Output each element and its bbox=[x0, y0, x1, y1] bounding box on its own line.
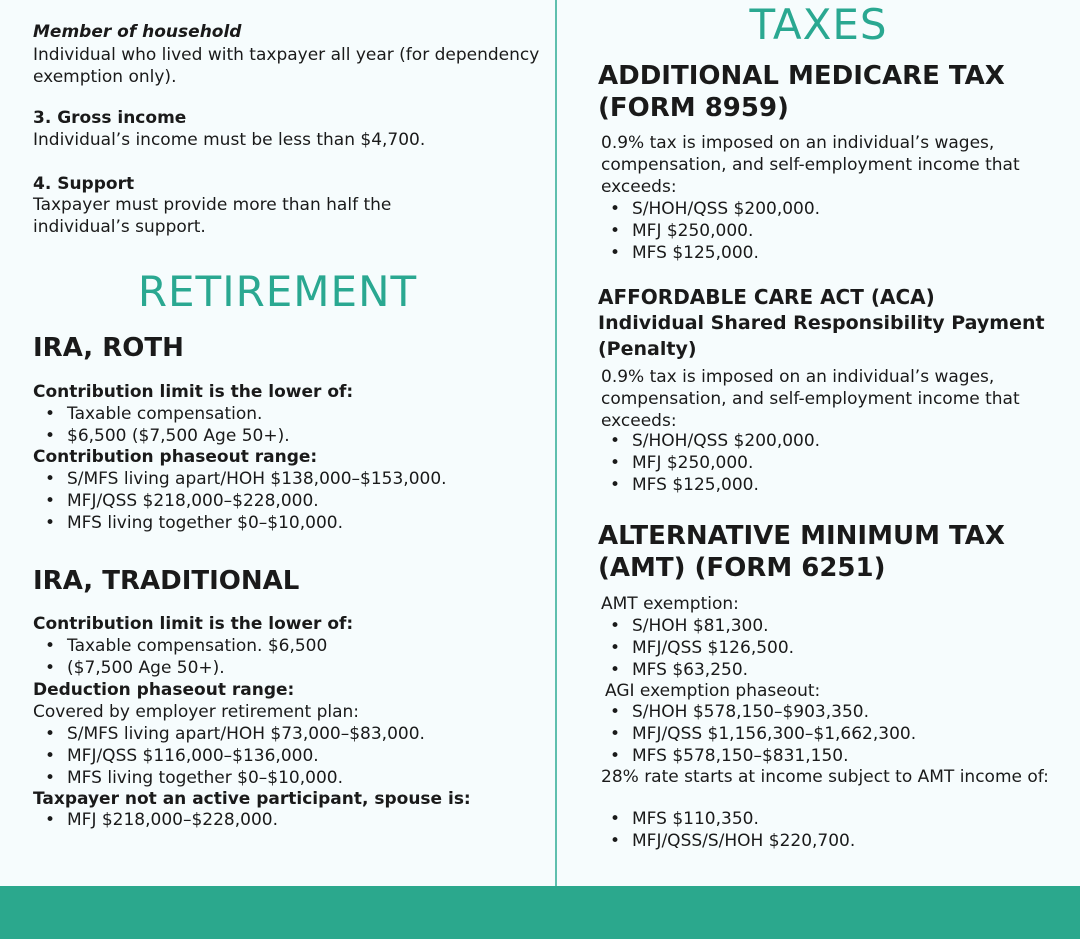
covered-by-employer-text: Covered by employer retirement plan: bbox=[33, 702, 359, 722]
list-item: • S/MFS living apart/HOH $138,000–$153,000. bbox=[33, 468, 543, 490]
list-item: • MFJ/QSS $1,156,300–$1,662,300. bbox=[598, 723, 1076, 745]
ira-roth-heading: IRA, ROTH bbox=[33, 333, 184, 363]
spouse-participant-label: Taxpayer not an active participant, spouse is: bbox=[33, 789, 471, 809]
list-item: • Taxable compensation. bbox=[33, 403, 543, 425]
medicare-list bbox=[598, 198, 1076, 264]
list-item: • MFJ/QSS/S/HOH $220,700. bbox=[598, 830, 1076, 852]
list-item: • MFJ/QSS $218,000–$228,000. bbox=[33, 490, 543, 512]
spouse-list bbox=[33, 809, 543, 831]
list-item: • MFS $110,350. bbox=[598, 808, 1076, 830]
amt-rate-text: 28% rate starts at income subject to AMT income of: bbox=[601, 767, 1049, 787]
medicare-desc: 0.9% tax is imposed on an individual’s wages, compensation, and self-employment income that exceeds: bbox=[601, 133, 1020, 197]
amt-heading: ALTERNATIVE MINIMUM TAX (AMT) (FORM 6251) bbox=[598, 521, 1005, 583]
list-item: • S/MFS living apart/HOH $73,000–$83,000. bbox=[33, 723, 543, 745]
roth-limit-label: Contribution limit is the lower of: bbox=[33, 382, 354, 402]
list-item: • MFJ $218,000–$228,000. bbox=[33, 809, 543, 831]
aca-list bbox=[598, 430, 1076, 496]
taxes-section-title: TAXES bbox=[749, 0, 888, 49]
aca-heading: AFFORDABLE CARE ACT (ACA) bbox=[598, 285, 935, 309]
retirement-section-title: RETIREMENT bbox=[137, 267, 418, 316]
list-item: • MFJ/QSS $116,000–$136,000. bbox=[33, 745, 543, 767]
support-heading: 4. Support bbox=[33, 174, 135, 194]
list-item: • MFJ $250,000. bbox=[598, 220, 1076, 242]
list-item: • S/HOH/QSS $200,000. bbox=[598, 430, 1076, 452]
gross-income-desc: Individual’s income must be less than $4,700. bbox=[33, 130, 426, 150]
roth-phaseout-label: Contribution phaseout range: bbox=[33, 447, 318, 467]
list-item: • MFS $578,150–$831,150. bbox=[598, 745, 1076, 767]
list-item: • ($7,500 Age 50+). bbox=[33, 657, 543, 679]
amt-rate-list bbox=[598, 808, 1076, 852]
list-item: • S/HOH $578,150–$903,350. bbox=[598, 701, 1076, 723]
member-of-household-term: Member of household bbox=[33, 22, 242, 42]
list-item: • MFS $125,000. bbox=[598, 474, 1076, 496]
covered-list bbox=[33, 723, 543, 789]
column-divider bbox=[555, 0, 557, 886]
gross-income-heading: 3. Gross income bbox=[33, 108, 187, 128]
aca-subheading: Individual Shared Responsibility Payment (Penalty) bbox=[598, 312, 1045, 360]
list-item: • MFS living together $0–$10,000. bbox=[33, 767, 543, 789]
traditional-limit-label: Contribution limit is the lower of: bbox=[33, 614, 354, 634]
list-item: • MFS $63,250. bbox=[598, 659, 1076, 681]
amt-exemption-list bbox=[598, 615, 1076, 681]
list-item: • S/HOH $81,300. bbox=[598, 615, 1076, 637]
roth-phaseout-list bbox=[33, 468, 543, 534]
ira-traditional-heading: IRA, TRADITIONAL bbox=[33, 566, 300, 596]
amt-exemption-label: AMT exemption: bbox=[601, 594, 739, 614]
deduction-phaseout-label: Deduction phaseout range: bbox=[33, 680, 295, 700]
list-item: • MFS living together $0–$10,000. bbox=[33, 512, 543, 534]
support-desc: Taxpayer must provide more than half the individual’s support. bbox=[33, 195, 392, 237]
medicare-heading: ADDITIONAL MEDICARE TAX (FORM 8959) bbox=[598, 61, 1005, 123]
list-item: • Taxable compensation. $6,500 bbox=[33, 635, 543, 657]
roth-limit-list bbox=[33, 403, 543, 447]
list-item: • $6,500 ($7,500 Age 50+). bbox=[33, 425, 543, 447]
list-item: • MFS $125,000. bbox=[598, 242, 1076, 264]
footer-bar bbox=[0, 886, 1080, 939]
list-item: • S/HOH/QSS $200,000. bbox=[598, 198, 1076, 220]
traditional-limit-list bbox=[33, 635, 543, 679]
agi-phaseout-list bbox=[598, 701, 1076, 767]
agi-phaseout-label: AGI exemption phaseout: bbox=[605, 681, 821, 701]
member-of-household-desc: Individual who lived with taxpayer all year (for dependency exemption only). bbox=[33, 45, 540, 87]
list-item: • MFJ $250,000. bbox=[598, 452, 1076, 474]
list-item: • MFJ/QSS $126,500. bbox=[598, 637, 1076, 659]
aca-desc: 0.9% tax is imposed on an individual’s wages, compensation, and self-employment income that exceeds: bbox=[601, 367, 1020, 431]
